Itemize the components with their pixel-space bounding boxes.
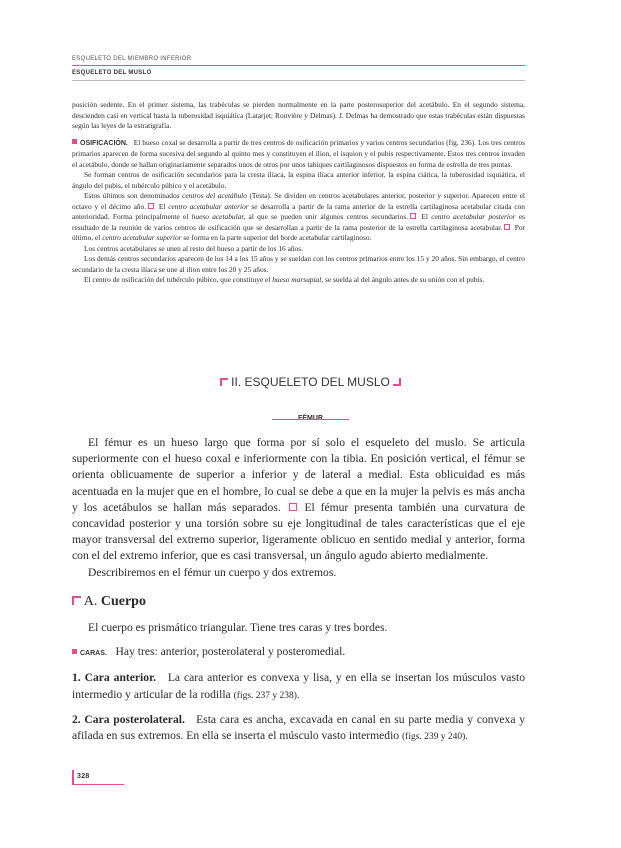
- paragraph: [72, 191, 525, 244]
- italic-term: centro acetabular posterior: [431, 212, 516, 221]
- header-rule-2: [72, 80, 525, 81]
- header-rule: [72, 65, 525, 66]
- paragraph: Se forman centros de osificación secundarios para la cresta ilíaca, la espina ilíaca anterior inferior, la espina ciática, la tuberosidad isquiática, el ángulo del pubis, el tubérculo púbico y el acetábulo.: [72, 170, 525, 190]
- paragraph: El cuerpo es prismático triangular. Tiene tres caras y tres bordes.: [88, 621, 388, 634]
- section-title-text: II. ESQUELETO DEL MUSLO: [231, 375, 390, 389]
- subsection-title: [0, 407, 621, 425]
- text: El fémur es un hueso largo que forma por sí solo el esqueleto del muslo. Se articula superiormente con el hueso coxal e inferiormente con la tibia. En posición vertical, el fémur se orienta oblicuamente de superior a inferior y de lateral a medial. Esta oblicuidad es más acentuada en la mujer que en el hombre, lo cual se debe a que en la mujer la pelvis es más ancha y los acetábulos se hallan más separados.: [72, 436, 525, 514]
- figure-ref: (figs. 239 y 240).: [402, 732, 468, 743]
- body-block-2: [72, 620, 525, 745]
- paragraph: [72, 435, 525, 565]
- text: El: [418, 212, 432, 221]
- figure-ref: (figs. 237 y 238).: [233, 690, 300, 701]
- paragraph: Los centros acetabulares se unen al resto del hueso a partir de los 16 años.: [84, 243, 303, 253]
- small-text-block: [72, 100, 525, 286]
- caras-paragraph: [72, 644, 525, 662]
- text: El fémur presenta también una curvatura de concavidad posterior y una torsión sobre su eje longitudinal de tales características que el eje mayor transversal del extremo superior, ligeramente oblicuo en sentido medial y anterior, forma con el del extremo inferior, que es casi transversal, un ángulo agudo abierto medialmente.: [72, 500, 526, 563]
- main-text-block: [72, 435, 525, 581]
- running-header: ESQUELETO DEL MIEMBRO INFERIOR: [72, 56, 192, 62]
- text: El: [156, 201, 169, 211]
- text: se forma en la parte superior del borde acetabular cartilaginoso.: [181, 233, 372, 242]
- section-title: [0, 375, 621, 389]
- footer-rule: [72, 784, 124, 785]
- text: Por último, el: [72, 222, 525, 242]
- italic-term: centros del acetábulo: [182, 191, 247, 200]
- square-marker-icon: [148, 203, 154, 209]
- ossification-label: OSIFICACIÓN.: [80, 139, 128, 147]
- section-bullet-icon: [72, 139, 77, 144]
- text: al que se pueden unir algunos centros secundarios.: [245, 212, 409, 221]
- text: Esta cara es ancha, excavada en canal en su parte media y convexa y afilada en sus extremos. En ella se inserta el músculo vasto intermedio: [72, 712, 525, 743]
- square-marker-icon: [289, 503, 297, 511]
- paragraph: Los demás centros secundarios aparecen de los 14 a los 15 años y se sueldan con los centros primarios entre los 15 y 20 años. Sin embargo, el centro secundario de la cresta ilíaca se une al ilion entre los 20 y 25 años.: [72, 254, 525, 274]
- square-marker-icon: [504, 224, 510, 230]
- cara-posterolateral-paragraph: [72, 712, 525, 745]
- section-bullet-icon: [72, 649, 77, 654]
- italic-term: centro acetabular anterior: [168, 201, 249, 211]
- paragraph: Describiremos en el fémur un cuerpo y dos extremos.: [88, 565, 337, 579]
- corner-bracket-icon: [220, 378, 228, 386]
- ossification-text: El hueso coxal se desarrolla a partir de tres centros de osificación primarios y varios centros secundarios (fig. 236). Los tres centros primarios aparecen de forma sucesiva del segundo al quinto mes y constituyen el ilion, el isquion y el pubis respectivamente. Estos tres centros invaden el acetábulo, donde se hallan originariamente separados unos de otros por unos tabiques cartilaginosos dispuestos en forma de estrella de tres puntas.: [72, 137, 525, 169]
- cara-anterior-title: 1. Cara anterior.: [72, 671, 157, 685]
- text: (Testa). Se dividen en centros acetabulares anterior, posterior y superior. Aparecen entre el octavo y el décimo año.: [72, 191, 525, 211]
- section-header: ESQUELETO DEL MUSLO: [72, 70, 152, 76]
- text: , se suelda al del ángulo antes de su unión con el pubis.: [321, 275, 485, 284]
- italic-term: hueso acetabular,: [191, 212, 246, 221]
- paragraph: [72, 275, 525, 286]
- subtitle-underline: [272, 419, 349, 420]
- corner-bracket-icon: [72, 596, 81, 605]
- text: es resultado de la reunión de varios centros de osificación que se desarrollan a partir de la rama posterior de la estrella cartilaginosa acetabular.: [72, 212, 525, 232]
- subheading-cuerpo: [72, 594, 146, 610]
- page-number-marker: [72, 770, 74, 784]
- subheading-title: Cuerpo: [100, 594, 146, 609]
- caras-label: CARAS.: [80, 650, 107, 658]
- corner-bracket-icon: [393, 378, 401, 386]
- cara-posterolateral-title: 2. Cara posterolateral.: [72, 712, 185, 726]
- cara-anterior-paragraph: [72, 670, 525, 703]
- text: Hay tres: anterior, posterolateral y posteromedial.: [115, 645, 346, 659]
- italic-term: hueso marsupial: [272, 275, 322, 284]
- text: se desarrolla a partir de la rama anterior de la estrella cartilaginosa acetabular citada con anterioridad. Forma principalmente el: [72, 201, 525, 221]
- square-marker-icon: [410, 213, 416, 219]
- italic-term: centro acetabular superior: [102, 233, 182, 242]
- subheading-letter: A.: [83, 594, 98, 609]
- paragraph: posición sedente. En el primer sistema, las trabéculas se pierden normalmente en la parte posterosuperior del acetábulo. En el segundo sistema, descienden casi en vertical hasta la tuberosidad isquiática (Latarjet; Rouvière y Delmas). J. Delmas ha demostrado que estas trabéculas están dispuestas según las leyes de la estratigrafía.: [72, 100, 525, 130]
- page-number: 328: [77, 773, 90, 780]
- text: El centro de osificación del tubérculo púbico, que constituye el: [84, 275, 273, 284]
- text: Estos últimos son denominados: [84, 191, 183, 200]
- ossification-paragraph: [72, 138, 525, 171]
- text: La cara anterior es convexa y lisa, y en ella se insertan los músculos vasto intermedio y articular de la rodilla: [72, 671, 525, 701]
